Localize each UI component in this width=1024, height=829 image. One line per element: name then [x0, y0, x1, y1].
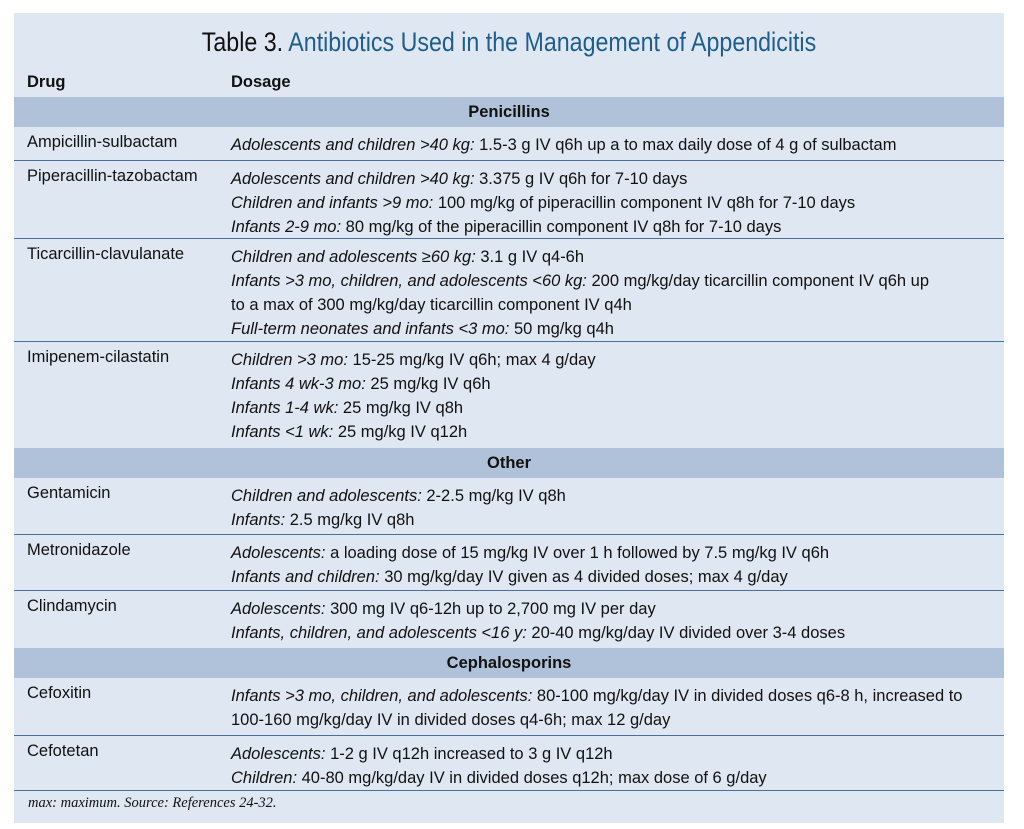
dosage-population: Full-term neonates and infants <3 mo:	[231, 320, 510, 338]
dosage-population: Children and infants >9 mo:	[231, 194, 434, 212]
dosage-cell	[231, 484, 991, 532]
dosage-text: 2.5 mg/kg IV q8h	[285, 511, 415, 529]
dosage-cell	[231, 684, 991, 732]
drug-name: Cefotetan	[27, 742, 99, 760]
section-header-penicillins: Penicillins	[14, 97, 1004, 127]
dosage-text: 3.375 g IV q6h for 7-10 days	[474, 170, 688, 188]
table-number: Table 3.	[201, 27, 284, 57]
table-row-gentamicin	[14, 478, 1004, 534]
dosage-text: 80 mg/kg of the piperacillin component IV q8h for 7-10 days	[341, 218, 782, 236]
dosage-population: Adolescents and children >40 kg:	[231, 170, 475, 188]
dosage-population: Adolescents:	[231, 600, 326, 618]
dosage-population: Children >3 mo:	[231, 351, 348, 369]
drug-name: Metronidazole	[27, 541, 131, 559]
dosage-text: 100 mg/kg of piperacillin component IV q8h for 7-10 days	[433, 194, 856, 212]
dosage-text: 25 mg/kg IV q12h	[333, 423, 468, 441]
dosage-population: Children and adolescents ≥60 kg:	[231, 248, 476, 266]
table-row-ampicillin-sulbactam	[14, 127, 1004, 160]
dosage-text: 200 mg/kg/day ticarcillin component IV q6h up	[586, 272, 930, 290]
dosage-text: 30 mg/kg/day IV given as 4 divided doses; max 4 g/day	[379, 568, 788, 586]
dosage-text: 80-100 mg/kg/day IV in divided doses q6-8 h, increased to	[532, 687, 963, 705]
dosage-text: 2-2.5 mg/kg IV q8h	[421, 487, 566, 505]
dosage-population: Infants:	[231, 511, 286, 529]
dosage-continuation: to a max of 300 mg/kg/day ticarcillin component IV q4h	[231, 296, 632, 314]
dosage-text: 25 mg/kg IV q6h	[365, 375, 491, 393]
dosage-cell	[231, 597, 991, 645]
dosage-population: Infants 2-9 mo:	[231, 218, 342, 236]
dosage-cell	[231, 167, 991, 239]
dosage-text: 15-25 mg/kg IV q6h; max 4 g/day	[347, 351, 596, 369]
dosage-population: Adolescents:	[231, 745, 326, 763]
dosage-text: 3.1 g IV q4-6h	[475, 248, 585, 266]
drug-name: Cefoxitin	[27, 684, 92, 702]
dosage-text: a loading dose of 15 mg/kg IV over 1 h followed by 7.5 mg/kg IV q6h	[325, 544, 830, 562]
drug-name: Imipenem-cilastatin	[27, 348, 170, 366]
dosage-cell	[231, 133, 991, 157]
dosage-text: 1.5-3 g IV q6h up a to max daily dose of 4 g of sulbactam	[474, 136, 897, 154]
table-title	[83, 27, 934, 58]
drug-name: Gentamicin	[27, 484, 111, 502]
table-row-ticarcillin-clavulanate	[14, 238, 1004, 341]
dosage-population: Infants <1 wk:	[231, 423, 334, 441]
table-row-cefoxitin	[14, 678, 1004, 735]
dosage-text: 20-40 mg/kg/day IV divided over 3-4 doses	[526, 624, 846, 642]
dosage-population: Children and adolescents:	[231, 487, 422, 505]
dosage-population: Adolescents:	[231, 544, 326, 562]
table-heading: Antibiotics Used in the Management of Appendicitis	[288, 27, 817, 57]
dosage-text: 50 mg/kg q4h	[509, 320, 614, 338]
table-row-imipenem-cilastatin	[14, 341, 1004, 448]
table-row-metronidazole	[14, 534, 1004, 590]
dosage-continuation: 100-160 mg/kg/day IV in divided doses q4-6h; max 12 g/day	[231, 711, 671, 729]
dosage-population: Children:	[231, 769, 298, 787]
dosage-text: 300 mg IV q6-12h up to 2,700 mg IV per day	[325, 600, 656, 618]
dosage-cell	[231, 742, 991, 790]
table-bottom-rule	[14, 790, 1004, 791]
table-footnote: max: maximum. Source: References 24-32.	[28, 795, 277, 811]
table-row-clindamycin	[14, 590, 1004, 648]
column-header-drug: Drug	[27, 73, 66, 91]
dosage-cell	[231, 245, 991, 341]
dosage-population: Adolescents and children >40 kg:	[231, 136, 475, 154]
column-header-dosage: Dosage	[231, 73, 291, 91]
drug-name: Ticarcillin-clavulanate	[27, 245, 185, 263]
dosage-population: Infants >3 mo, children, and adolescents:	[231, 687, 533, 705]
dosage-population: Infants, children, and adolescents <16 y:	[231, 624, 527, 642]
section-header-cephalosporins: Cephalosporins	[14, 648, 1004, 678]
dosage-text: 40-80 mg/kg/day IV in divided doses q12h; max dose of 6 g/day	[297, 769, 767, 787]
dosage-population: Infants and children:	[231, 568, 380, 586]
dosage-text: 25 mg/kg IV q8h	[338, 399, 464, 417]
dosage-population: Infants 4 wk-3 mo:	[231, 375, 366, 393]
drug-name: Ampicillin-sulbactam	[27, 133, 178, 151]
dosage-population: Infants 1-4 wk:	[231, 399, 339, 417]
table-row-cefotetan	[14, 735, 1004, 790]
drug-name: Clindamycin	[27, 597, 117, 615]
dosage-text: 1-2 g IV q12h increased to 3 g IV q12h	[325, 745, 613, 763]
antibiotics-table	[14, 13, 1004, 823]
dosage-cell	[231, 541, 991, 589]
dosage-cell	[231, 348, 991, 444]
drug-name: Piperacillin-tazobactam	[27, 167, 198, 185]
dosage-population: Infants >3 mo, children, and adolescents <60 kg:	[231, 272, 587, 290]
table-row-piperacillin-tazobactam	[14, 160, 1004, 238]
section-header-other: Other	[14, 448, 1004, 478]
